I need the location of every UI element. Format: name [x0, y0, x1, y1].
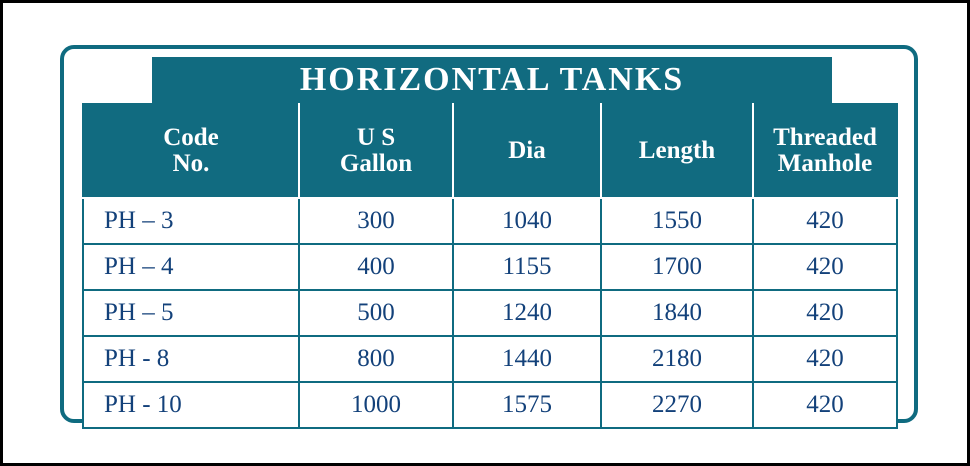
cell-code: PH - 8	[83, 336, 299, 382]
cell-dia: 1575	[453, 382, 601, 428]
table-header	[83, 104, 897, 198]
column-header-length-line1: Length	[638, 136, 716, 164]
table-body	[83, 198, 897, 428]
table-row	[83, 244, 897, 290]
cell-length: 1840	[601, 290, 753, 336]
cell-dia: 1040	[453, 198, 601, 244]
column-header-code	[83, 104, 299, 198]
cell-code: PH – 3	[83, 198, 299, 244]
cell-gallon: 300	[299, 198, 453, 244]
column-header-us-gallon-line2: Gallon	[339, 150, 413, 177]
card-title-bar	[152, 57, 832, 103]
column-header-code-line1: Code	[163, 123, 219, 151]
column-header-us-gallon	[299, 104, 453, 198]
table-row	[83, 336, 897, 382]
column-header-threaded-manhole	[753, 104, 897, 198]
page-title: HORIZONTAL TANKS	[299, 61, 685, 98]
horizontal-tanks-table	[82, 103, 898, 429]
table-row	[83, 198, 897, 244]
table-header-row	[83, 104, 897, 198]
cell-length: 2270	[601, 382, 753, 428]
cell-manhole: 420	[753, 382, 897, 428]
cell-code: PH – 4	[83, 244, 299, 290]
column-header-threaded-manhole-line2: Manhole	[777, 150, 873, 177]
cell-manhole: 420	[753, 336, 897, 382]
table-row	[83, 382, 897, 428]
horizontal-tanks-card	[60, 45, 918, 423]
cell-manhole: 420	[753, 244, 897, 290]
cell-code: PH - 10	[83, 382, 299, 428]
cell-length: 2180	[601, 336, 753, 382]
cell-length: 1550	[601, 198, 753, 244]
cell-dia: 1440	[453, 336, 601, 382]
column-header-us-gallon-line1: U S	[356, 123, 396, 151]
cell-length: 1700	[601, 244, 753, 290]
column-header-length	[601, 104, 753, 198]
cell-gallon: 800	[299, 336, 453, 382]
cell-gallon: 400	[299, 244, 453, 290]
column-header-dia	[453, 104, 601, 198]
cell-dia: 1240	[453, 290, 601, 336]
cell-gallon: 1000	[299, 382, 453, 428]
cell-code: PH – 5	[83, 290, 299, 336]
cell-manhole: 420	[753, 198, 897, 244]
cell-gallon: 500	[299, 290, 453, 336]
cell-manhole: 420	[753, 290, 897, 336]
cell-dia: 1155	[453, 244, 601, 290]
column-header-threaded-manhole-line1: Threaded	[773, 123, 877, 151]
column-header-code-line2: No.	[172, 150, 210, 177]
column-header-dia-line1: Dia	[508, 136, 546, 164]
table-row	[83, 290, 897, 336]
